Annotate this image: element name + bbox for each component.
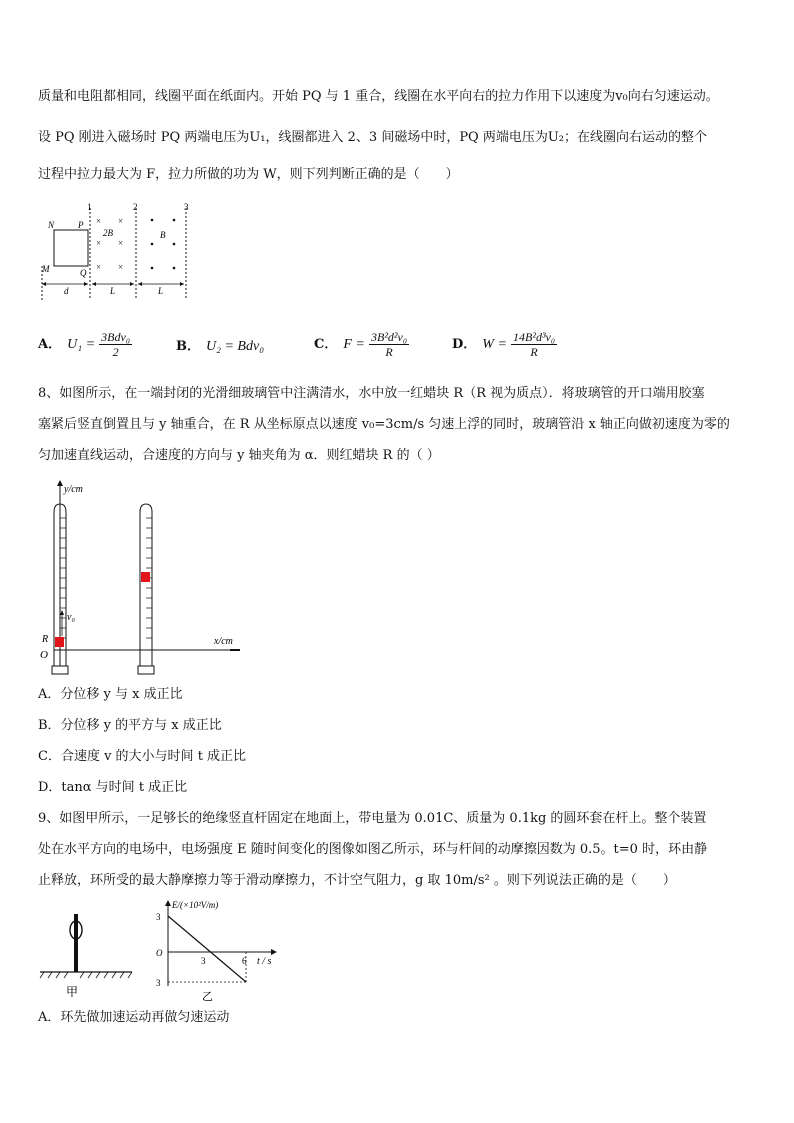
q9-text-line-1: 9、如图甲所示，一足够长的绝缘竖直杆固定在地面上，带电量为 0.01C、质量为 0.1kg 的圆环套在杆上。整个装置 — [38, 811, 707, 826]
graph-origin: O — [156, 948, 163, 958]
y-axis-label: y/cm — [64, 484, 83, 495]
q7-option-c[interactable]: C． F = $\frac{\text{3B²d²v₀}}{R}$ — [314, 330, 408, 359]
caption-jia: 甲 — [66, 985, 79, 999]
svg-text:×: × — [118, 238, 124, 248]
q8-option-b[interactable]: B．分位移 y 的平方与 x 成正比 — [38, 718, 222, 733]
e-t-line — [168, 916, 246, 982]
coil-label-N: N — [48, 220, 55, 230]
t-axis-label: t / s — [257, 956, 272, 967]
x-tick-end: 6 — [242, 956, 247, 966]
field-label-2B: 2B — [103, 228, 113, 238]
q8-figure-glass-tubes — [36, 478, 246, 678]
q9-figure-jia-rod — [36, 906, 136, 1002]
q8-option-d[interactable]: D．tanα 与时间 t 成正比 — [38, 780, 188, 795]
q7-option-a[interactable]: A． U₁ = $\frac{\text{3Bdv₀}}{2}$ — [38, 330, 130, 359]
q7-text-line-1: 质量和电阻都相同，线圈平面在纸面内。开始 PQ 与 1 重合，线圈在水平向右的拉力作用下以速度为v₀向右匀速运动。 — [38, 89, 719, 104]
coil-label-M: M — [42, 264, 50, 274]
red-wax-block-later — [141, 572, 150, 582]
y-tick-bottom: 3 — [156, 978, 161, 988]
svg-text:×: × — [118, 262, 124, 272]
dim-label-L2: L — [158, 286, 164, 296]
coil-label-Q: Q — [80, 268, 87, 278]
svg-text:×: × — [96, 238, 102, 248]
boundary-label-3: 3 — [184, 202, 189, 212]
coil-label-P: P — [78, 220, 84, 230]
q7-text-line-2: 设 PQ 刚进入磁场时 PQ 两端电压为U₁，线圈都进入 2、3 间磁场中时，PQ 两端电压为U₂；在线圈向右运动的整个 — [38, 130, 708, 145]
origin-label: O — [40, 649, 48, 661]
q8-option-a[interactable]: A．分位移 y 与 x 成正比 — [38, 687, 183, 702]
block-label-R: R — [42, 634, 49, 645]
boundary-label-1: 1 — [87, 202, 92, 212]
q7-option-d[interactable]: D． W = $\frac{\text{14B²d³v₀}}{R}$ — [452, 330, 556, 359]
q9-text-line-2: 处在水平方向的电场中，电场强度 E 随时间变化的图像如图乙所示，环与杆间的动摩擦因数为 0.5。t=0 时，环由静 — [38, 842, 708, 857]
svg-text:×: × — [118, 216, 124, 226]
q8-option-c[interactable]: C．合速度 v 的大小与时间 t 成正比 — [38, 749, 247, 764]
velocity-label: v₀ — [67, 612, 75, 623]
x-tick-mid: 3 — [201, 956, 206, 966]
q7-figure-magnetic-field — [36, 200, 196, 300]
svg-text:×: × — [96, 262, 102, 272]
q9-figure-yi-graph — [146, 896, 286, 1002]
q7-option-b[interactable]: B． U₂ = Bdv₀ — [176, 339, 265, 354]
e-axis-label: E/(×10²V/m) — [172, 900, 219, 910]
q7-text-line-3: 过程中拉力最大为 F，拉力所做的功为 W，则下列判断正确的是（ ） — [38, 167, 459, 182]
q8-text-line-3: 匀加速直线运动，合速度的方向与 y 轴夹角为 α．则红蜡块 R 的（ ） — [38, 448, 440, 463]
q8-text-line-2: 塞紧后竖直倒置且与 y 轴重合，在 R 从坐标原点以速度 v₀=3cm/s 匀速上浮的同时，玻璃管沿 x 轴正向做初速度为零的 — [38, 417, 730, 432]
svg-text:×: × — [96, 216, 102, 226]
dim-label-d: d — [64, 286, 69, 296]
x-axis-label: x/cm — [214, 636, 233, 647]
q8-text-line-1: 8、如图所示，在一端封闭的光滑细玻璃管中注满清水，水中放一红蜡块 R（R 视为质点）．将玻璃管的开口端用胶塞 — [38, 386, 705, 401]
field-label-B: B — [160, 230, 166, 240]
q9-option-a[interactable]: A．环先做加速运动再做匀速运动 — [38, 1010, 230, 1025]
caption-yi: 乙 — [202, 991, 213, 1002]
boundary-label-2: 2 — [133, 202, 138, 212]
dim-label-L1: L — [110, 286, 116, 296]
red-wax-block-start — [55, 637, 64, 647]
y-tick-top: 3 — [156, 912, 161, 922]
q9-text-line-3: 止释放，环所受的最大静摩擦力等于滑动摩擦力，不计空气阻力，g 取 10m/s² 。则下列说法正确的是（ ） — [38, 873, 676, 888]
